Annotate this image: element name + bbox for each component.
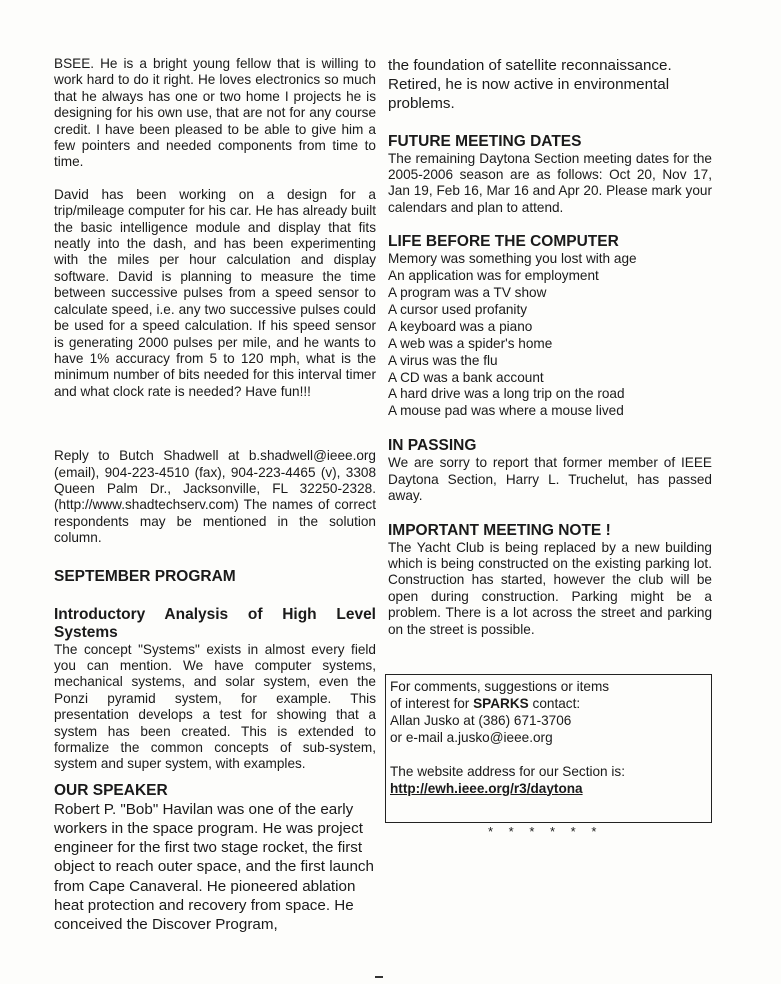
september-program-heading: SEPTEMBER PROGRAM — [54, 567, 236, 585]
reply-paragraph: Reply to Butch Shadwell at b.shadwell@ieee.org (email), 904-223-4510 (fax), 904-223-4465 (v), 3308 Queen Palm Dr., Jacksonville, FL 32250-2328. (http://www.shadtechserv.com) The names of correct respondents may be mentioned in the solution column. — [54, 448, 376, 546]
list-item: A hard drive was a long trip on the road — [388, 386, 625, 402]
list-item: An application was for employment — [388, 268, 599, 284]
in-passing-heading: IN PASSING — [388, 437, 477, 455]
list-item: A mouse pad was where a mouse lived — [388, 403, 624, 419]
future-meetings-heading: FUTURE MEETING DATES — [388, 132, 582, 150]
list-item: A program was a TV show — [388, 285, 547, 301]
talk-abstract: The concept "Systems" exists in almost every field you can mention. We have computer systems, mechanical systems, and solar system, even the Ponzi pyramid system, for example. This presentation develops a test for showing that a system has been created. This is extended to formalize the common concepts of sub-system, system and super system, with examples. — [54, 641, 376, 772]
contact-phone: Allan Jusko at (386) 671-3706 — [390, 712, 572, 728]
our-speaker-heading: OUR SPEAKER — [54, 781, 168, 799]
contact-line — [390, 696, 707, 713]
life-before-computer-heading: LIFE BEFORE THE COMPUTER — [388, 233, 619, 251]
puzzle-paragraph: David has been working on a design for a trip/mileage computer for his car. He has already built the basic intelligence module and display that fits neatly into the dash, and has been experimenting with the miles per hour calculation and display software. David is planning to measure the time between successive pulses from a speed sensor to calculate speed, i.e. any two successive pulses could be used for a speed calculation. If his speed sensor is generating 2000 pulses per mile, and he wants to have 1% accuracy from 5 to 120 mph, what is the minimum number of bits needed for this interval timer and what clock rate is needed? Have fun!!! — [54, 186, 376, 399]
page-number-mark — [375, 976, 383, 978]
in-passing-body: We are sorry to report that former member of IEEE Daytona Section, Harry L. Truchelut, has passed away. — [388, 455, 712, 504]
contact-suffix: contact: — [528, 695, 581, 711]
speaker-bio-continued: the foundation of satellite reconnaissance. Retired, he is now active in environmental problems. — [388, 57, 672, 113]
website-link[interactable]: http://ewh.ieee.org/r3/daytona — [390, 780, 583, 796]
meeting-note-body: The Yacht Club is being replaced by a new building which is being constructed on the existing parking lot. Construction has started, however the club will be open during construction. Parking might be a problem. There is a lot across the street and parking on the street is possible. — [388, 539, 712, 637]
sparks-name: SPARKS — [473, 695, 529, 711]
speaker-bio: Robert P. "Bob" Havilan was one of the early workers in the space program. He was project engineer for the first two stage rocket, the first object to reach outer space, and the first launch from Cape Canaveral. He pioneered ablation heat protection and recovery from space. He conceived the Discover Program, — [54, 800, 374, 934]
meeting-note-heading: IMPORTANT MEETING NOTE ! — [388, 521, 611, 539]
website-label: The website address for our Section is: — [390, 763, 625, 779]
list-item: Memory was something you lost with age — [388, 251, 637, 267]
list-item: A CD was a bank account — [388, 369, 544, 385]
contact-box — [385, 674, 712, 823]
list-item: A virus was the flu — [388, 352, 498, 368]
talk-title: Introductory Analysis of High Level Systems — [54, 605, 376, 641]
right-column — [388, 56, 712, 638]
contact-line: For comments, suggestions or items — [390, 679, 610, 694]
left-column — [54, 56, 376, 934]
life-list — [388, 251, 712, 420]
contact-prefix: of interest for — [390, 695, 474, 711]
list-item: A cursor used profanity — [388, 301, 528, 317]
list-item: A web was a spider's home — [388, 335, 553, 351]
section-divider-stars: * * * * * * — [488, 824, 603, 839]
contact-email: or e-mail a.jusko@ieee.org — [390, 729, 553, 745]
future-meetings-body: The remaining Daytona Section meeting dates for the 2005-2006 season are as follows: Oct 20, Nov 17, Jan 19, Feb 16, Mar 16 and Apr 20. Please mark your calendars and plan to attend. — [388, 150, 712, 215]
list-item: A keyboard was a piano — [388, 318, 533, 334]
intro-paragraph: BSEE. He is a bright young fellow that is willing to work hard to do it right. He loves electronics so much that he always has one or two home I projects he is designing for his own use, that are not for any course credit. I have been pleased to be able to give him a few pointers and needed components from time to time. — [54, 56, 376, 170]
